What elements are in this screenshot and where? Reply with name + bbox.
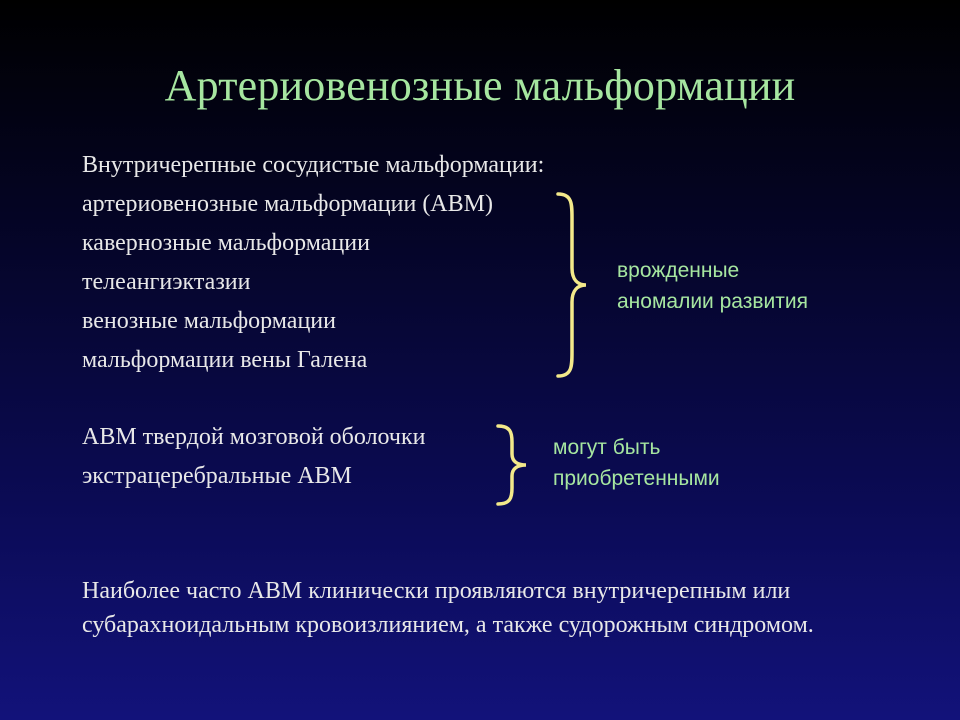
list-item-extracerebral-avm: экстрацеребральные АВМ — [82, 463, 352, 489]
congenital-label-line1: врожденные — [617, 259, 740, 282]
list-item-cavernous: кавернозные мальформации — [82, 230, 370, 256]
congenital-brace-icon — [552, 190, 592, 380]
list-item-dural-avm: АВМ твердой мозговой оболочки — [82, 424, 426, 450]
acquired-label-line1: могут быть — [553, 436, 661, 459]
list-item-venous: венозные мальформации — [82, 308, 336, 334]
conclusion-paragraph: Наиболее часто АВМ клинически проявляются внутричерепным или субарахноидальным кровоизлиянием, а также судорожным синдромом. — [82, 578, 814, 638]
congenital-label-line2: аномалии развития — [617, 290, 808, 313]
list-item-galen: мальформации вены Галена — [82, 347, 368, 373]
congenital-label — [617, 255, 808, 317]
acquired-label — [553, 432, 720, 494]
list-item-avm: артериовенозные мальформации (АВМ) — [82, 191, 493, 217]
slide-title: Артериовенозные мальформации — [164, 61, 796, 110]
acquired-brace-icon — [492, 422, 532, 508]
list-item-telangiectasia: телеангиэктазии — [82, 269, 251, 295]
intro-line: Внутричерепные сосудистые мальформации: — [82, 152, 545, 178]
acquired-label-line2: приобретенными — [553, 467, 720, 490]
